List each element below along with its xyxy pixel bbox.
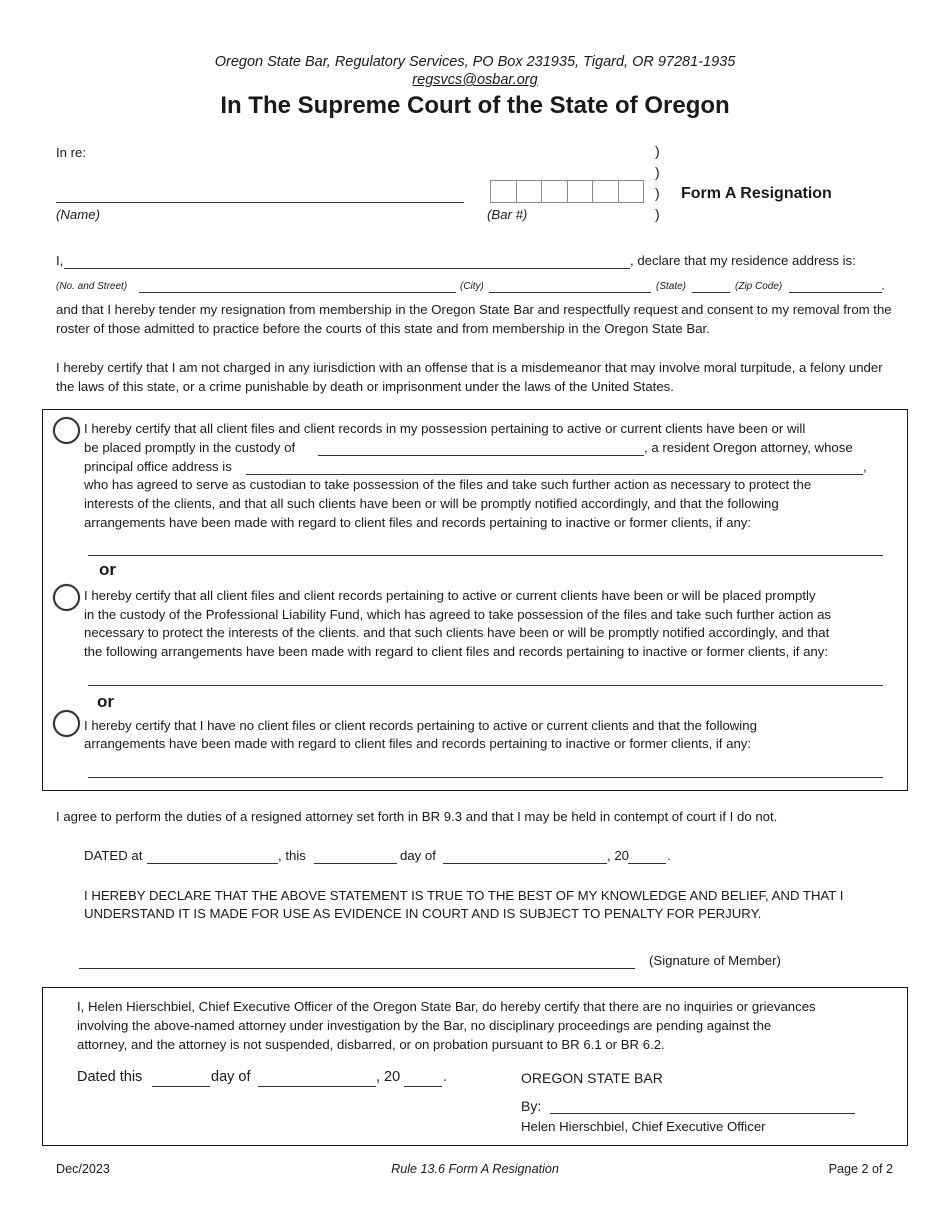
ceo-certification-text: involving the above-named attorney under investigation by the Bar, no disciplinary proceedings are pending against the xyxy=(77,1018,772,1033)
header-email-link[interactable]: regsvcs@osbar.org xyxy=(412,72,538,88)
state-field[interactable] xyxy=(692,292,730,293)
option-1-text: , a resident Oregon attorney, whose xyxy=(644,440,853,455)
zip-label: (Zip Code) xyxy=(735,281,783,292)
perjury-declaration: UNDERSTAND IT IS MADE FOR USE AS EVIDENCE IN COURT AND IS SUBJECT TO PENALTY FOR PERJURY. xyxy=(84,906,762,921)
bar-digit-box[interactable] xyxy=(542,180,568,203)
caption-paren: ) xyxy=(655,143,660,159)
month-field[interactable] xyxy=(443,863,607,864)
ceo-day-field[interactable] xyxy=(152,1086,210,1087)
ceo-month-field[interactable] xyxy=(258,1086,376,1087)
resignation-paragraph: and that I hereby tender my resignation from membership in the Oregon State Bar and respectfully request and consent to my removal from the roster of those admitted to practice before the courts of this state and from membership in the Oregon State Bar. xyxy=(56,302,892,336)
option-2-arrangements-field[interactable] xyxy=(88,685,883,686)
in-re-label: In re: xyxy=(56,145,87,160)
bar-digit-box[interactable] xyxy=(568,180,594,203)
city-field[interactable] xyxy=(489,292,651,293)
duties-agreement: I agree to perform the duties of a resigned attorney set forth in BR 9.3 and that I may be held in contempt of court if I do not. xyxy=(56,809,778,824)
ceo-day-of-label: day of xyxy=(211,1069,251,1085)
name-label: (Name) xyxy=(56,207,100,222)
declarant-suffix: , declare that my residence address is: xyxy=(630,253,856,268)
member-signature-field[interactable] xyxy=(79,968,635,969)
or-separator: or xyxy=(99,560,116,579)
footer-date: Dec/2023 xyxy=(56,1162,110,1176)
option-2-text: necessary to protect the interests of the clients. and that such clients have been or will be promptly notified accordingly, and that xyxy=(84,625,830,640)
option-3-text: I hereby certify that I have no client files or client records pertaining to active or current clients and that the following xyxy=(84,718,757,733)
day-of-label: day of xyxy=(400,848,436,863)
by-label: By: xyxy=(521,1098,542,1114)
custodian-name-field[interactable] xyxy=(318,455,644,456)
option-3-arrangements-field[interactable] xyxy=(88,777,883,778)
option-1-text: , xyxy=(863,459,867,474)
dated-at-label: DATED at xyxy=(84,848,143,863)
option-1-text: principal office address is xyxy=(84,459,232,474)
option-2-text: in the custody of the Professional Liability Fund, which has agreed to take possession of the files and take such further action as xyxy=(84,607,831,622)
option-3-text: arrangements have been made with regard to client files and records pertaining to inactive or former clients, if any: xyxy=(84,736,752,751)
zip-field[interactable] xyxy=(789,292,882,293)
ceo-certification-text: I, Helen Hierschbiel, Chief Executive Officer of the Oregon State Bar, do hereby certify that there are no inquiries or grievances xyxy=(77,999,816,1014)
option-3-radio[interactable] xyxy=(53,710,80,737)
bar-digit-box[interactable] xyxy=(619,180,645,203)
year-field[interactable] xyxy=(628,863,666,864)
year-prefix: , 20 xyxy=(607,848,629,863)
this-label: , this xyxy=(278,848,306,863)
option-1-text: interests of the clients, and that all such clients have been or will be promptly notified accordingly, and that the following xyxy=(84,496,779,511)
option-1-text: who has agreed to serve as custodian to take possession of the files and take such further action as necessary to protect the xyxy=(84,477,812,492)
bar-digit-box[interactable] xyxy=(593,180,619,203)
header-address: Oregon State Bar, Regulatory Services, PO Box 231935, Tigard, OR 97281-1935 xyxy=(214,54,736,70)
bar-digit-box[interactable] xyxy=(517,180,543,203)
certify-paragraph: I hereby certify that I am not charged in any iurisdiction with an offense that is a misdemeanor that may involve moral turpitude, a felony under the laws of this state, or a crime punishable by death or imprisonment under the laws of the United States. xyxy=(56,360,883,394)
ceo-period: . xyxy=(443,1069,448,1085)
ceo-signer-name: Helen Hierschbiel, Chief Executive Officer xyxy=(521,1119,766,1134)
dated-at-field[interactable] xyxy=(147,863,278,864)
form-title: Form A Resignation xyxy=(681,185,832,202)
option-1-text: arrangements have been made with regard to client files and records pertaining to inactive or former clients, if any: xyxy=(84,515,752,530)
option-2-text: I hereby certify that all client files and client records pertaining to active or current clients have been or will be placed promptly xyxy=(84,588,816,603)
oregon-state-bar-label: OREGON STATE BAR xyxy=(521,1070,663,1086)
street-field[interactable] xyxy=(139,292,456,293)
ceo-year-field[interactable] xyxy=(404,1086,442,1087)
bar-digit-box[interactable] xyxy=(490,180,517,203)
option-2-text: the following arrangements have been made with regard to client files and records pertaining to inactive or former clients, if any: xyxy=(84,644,829,659)
city-label: (City) xyxy=(460,281,484,292)
caption-paren: ) xyxy=(655,185,660,201)
bar-number-label: (Bar #) xyxy=(487,207,528,222)
option-1-radio[interactable] xyxy=(53,417,80,444)
option-1-text: I hereby certify that all client files and client records in my possession pertaining to active or current clients have been or will xyxy=(84,421,806,436)
ceo-dated-this-label: Dated this xyxy=(77,1069,143,1085)
caption-paren: ) xyxy=(655,206,660,222)
or-separator: or xyxy=(97,692,114,711)
day-field[interactable] xyxy=(314,863,397,864)
bar-number-field[interactable] xyxy=(490,180,644,202)
state-label: (State) xyxy=(656,281,687,292)
name-field[interactable] xyxy=(56,202,464,203)
ceo-year-prefix: , 20 xyxy=(376,1069,401,1085)
perjury-declaration: I HEREBY DECLARE THAT THE ABOVE STATEMENT IS TRUE TO THE BEST OF MY KNOWLEDGE AND BELIEF, AND THAT I xyxy=(84,888,844,903)
ceo-signature-field[interactable] xyxy=(550,1113,855,1114)
street-label: (No. and Street) xyxy=(56,281,128,292)
footer-page-number: Page 2 of 2 xyxy=(828,1162,893,1176)
zip-comma: , xyxy=(882,281,885,292)
signature-label: (Signature of Member) xyxy=(649,953,781,968)
declarant-name-field[interactable] xyxy=(64,268,630,269)
declarant-prefix: I, xyxy=(56,253,64,268)
option-2-radio[interactable] xyxy=(53,584,80,611)
option-1-arrangements-field[interactable] xyxy=(88,555,883,556)
ceo-certification-text: attorney, and the attorney is not suspended, disbarred, or on probation pursuant to BR 6.1 or BR 6.2. xyxy=(77,1037,665,1052)
period: . xyxy=(667,848,671,863)
custodian-address-field[interactable] xyxy=(246,474,863,475)
footer-form-name: Rule 13.6 Form A Resignation xyxy=(391,1162,559,1176)
caption-paren: ) xyxy=(655,164,660,180)
page-title: In The Supreme Court of the State of Oregon xyxy=(220,92,730,119)
option-1-text: be placed promptly in the custody of xyxy=(84,440,296,455)
